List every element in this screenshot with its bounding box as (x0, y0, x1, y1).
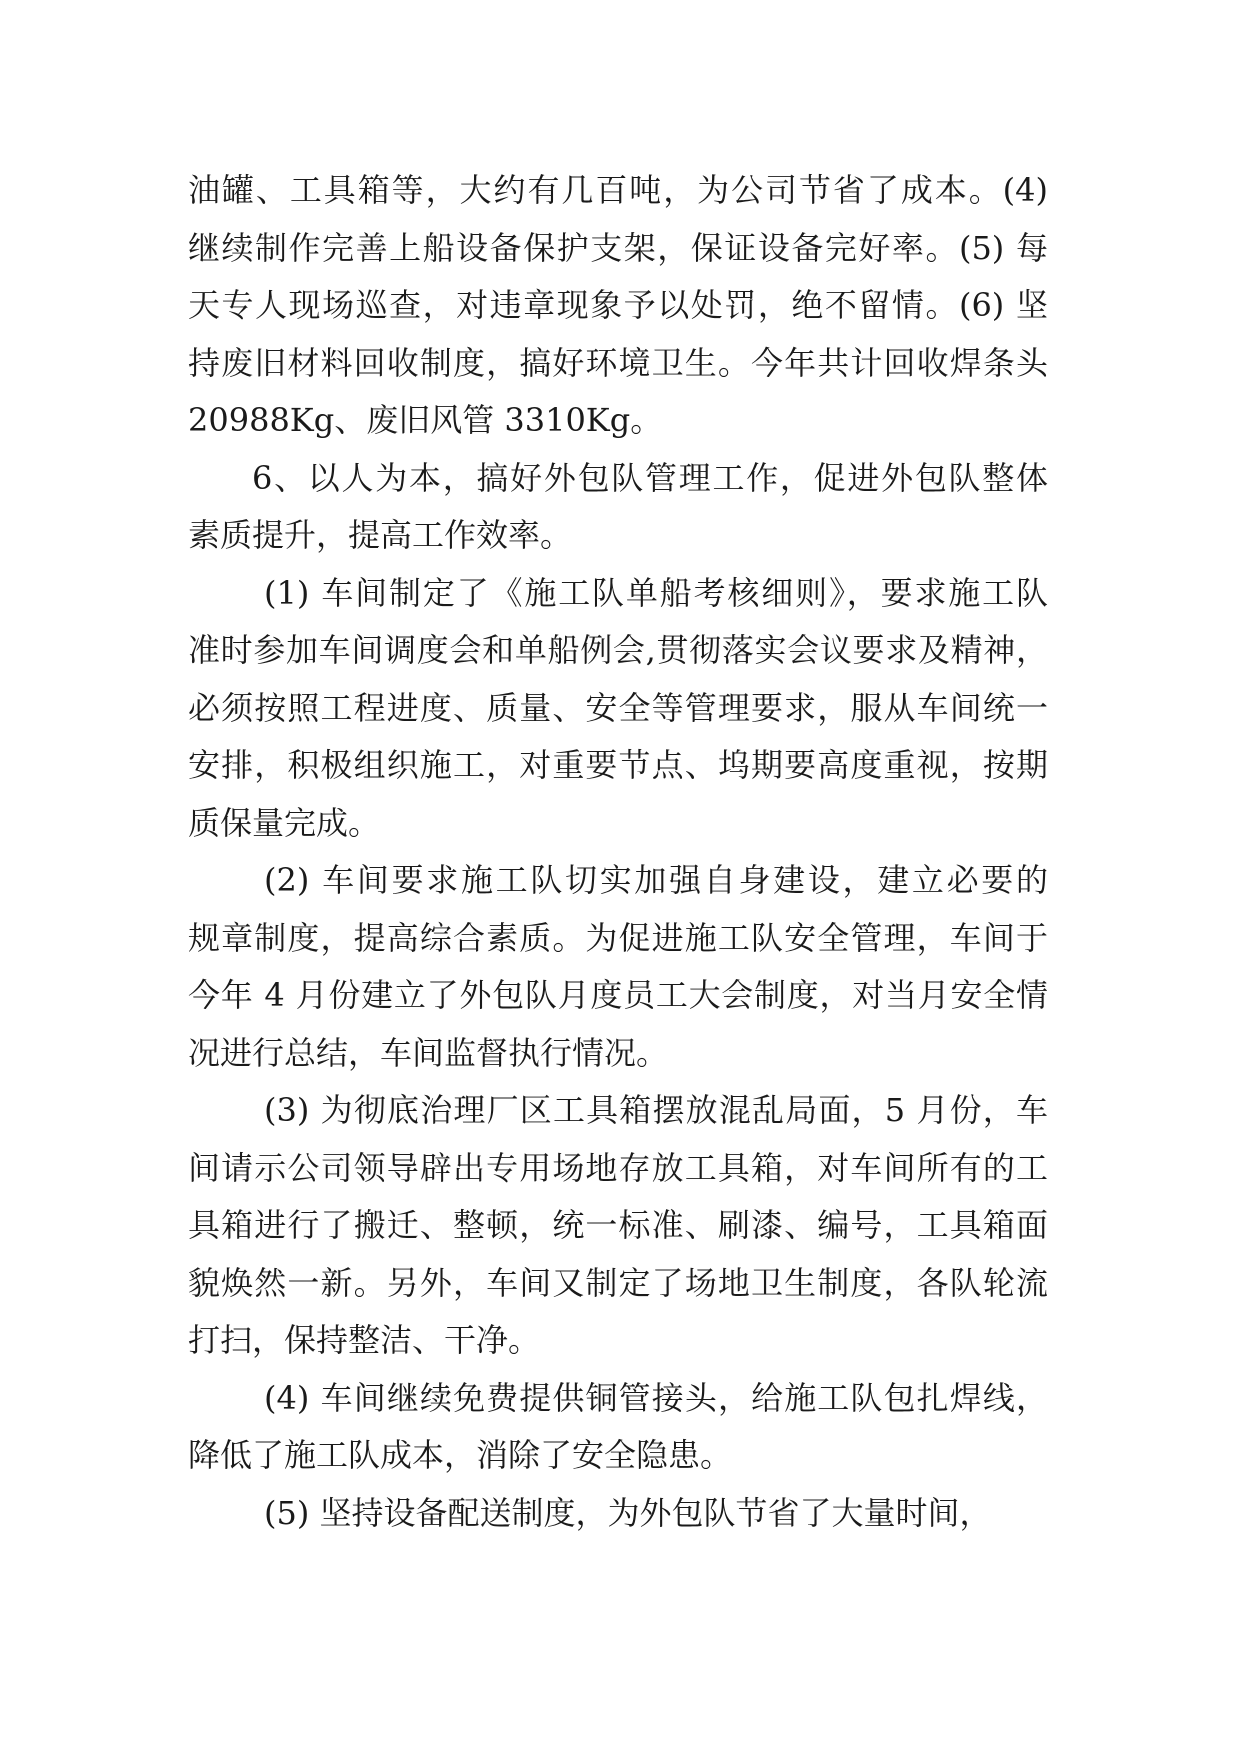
body-line: 持废旧材料回收制度，搞好环境卫生。今年共计回收焊条头 (188, 343, 1048, 382)
body-line: 天专人现场巡查，对违章现象予以处罚，绝不留情。(6) 坚 (188, 286, 1048, 324)
body-line: 间请示公司领导辟出专用场地存放工具箱，对车间所有的工 (188, 1148, 1048, 1187)
body-line: 20988Kg、废旧风管 3310Kg。 (188, 401, 663, 439)
paragraph-first-line: (3) 为彻底治理厂区工具箱摆放混乱局面，5 月份，车 (264, 1091, 1048, 1129)
paragraph-first-line: (1) 车间制定了《施工队单船考核细则》，要求施工队 (264, 573, 1048, 612)
paragraph-first-line: (2) 车间要求施工队切实加强自身建设，建立必要的 (264, 861, 1048, 899)
body-line: 规章制度，提高综合素质。为促进施工队安全管理，车间于 (188, 918, 1048, 957)
body-line: 具箱进行了搬迁、整顿，统一标准、刷漆、编号，工具箱面 (188, 1206, 1048, 1244)
body-line: 油罐、工具箱等，大约有几百吨，为公司节省了成本。(4) (188, 171, 1048, 209)
body-line: 况进行总结，车间监督执行情况。 (188, 1033, 669, 1072)
body-line: 今年 4 月份建立了外包队月度员工大会制度，对当月安全情 (188, 976, 1048, 1014)
body-line: 准时参加车间调度会和单船例会,贯彻落实会议要求及精神， (188, 631, 1048, 669)
paragraph-first-line: (5) 坚持设备配送制度，为外包队节省了大量时间， (264, 1493, 992, 1532)
body-line: 打扫，保持整洁、干净。 (188, 1321, 541, 1359)
body-line: 降低了施工队成本，消除了安全隐患。 (188, 1436, 733, 1474)
body-line: 必须按照工程进度、质量、安全等管理要求，服从车间统一 (188, 688, 1048, 727)
document-body (188, 162, 1048, 1542)
body-line: 安排，积极组织施工，对重要节点、坞期要高度重视，按期 (188, 746, 1048, 784)
section-heading-line: 6、以人为本，搞好外包队管理工作，促进外包队整体 (252, 458, 1048, 497)
body-line: 继续制作完善上船设备保护支架，保证设备完好率。(5) 每 (188, 228, 1048, 267)
body-line: 质保量完成。 (188, 803, 381, 842)
section-heading-line: 素质提升，提高工作效率。 (188, 516, 573, 554)
body-line: 貌焕然一新。另外，车间又制定了场地卫生制度，各队轮流 (188, 1263, 1048, 1302)
paragraph-first-line: (4) 车间继续免费提供铜管接头，给施工队包扎焊线， (264, 1378, 1048, 1417)
